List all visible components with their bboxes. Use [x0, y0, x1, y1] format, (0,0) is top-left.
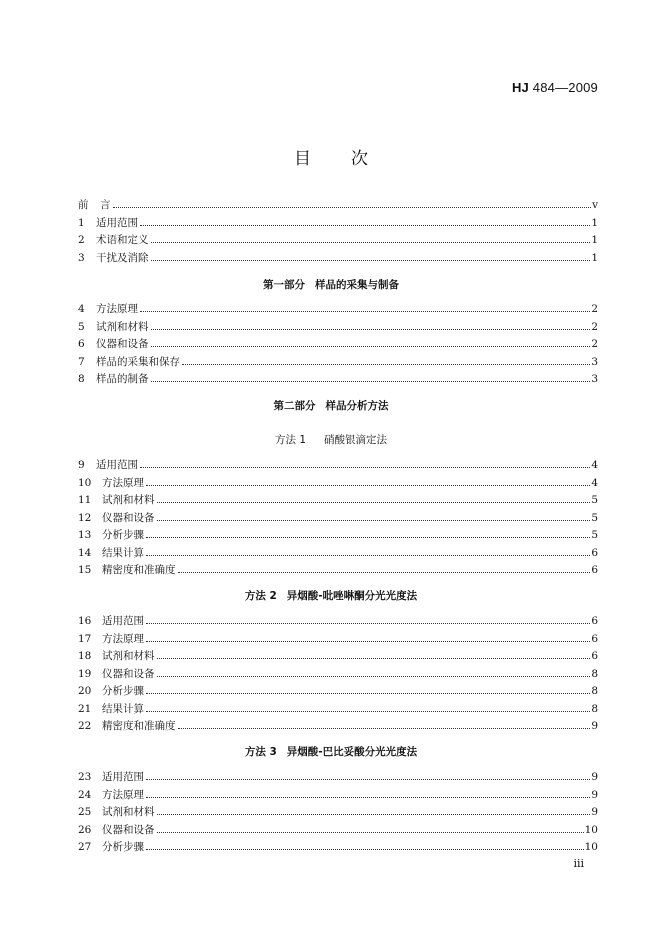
toc-entry-page: 6 [591, 650, 598, 662]
part-2-title: 样品分析方法 [325, 400, 389, 412]
toc-entry-number: 23 [78, 771, 92, 783]
toc-entry[interactable] [78, 527, 598, 545]
toc-entry-page: v [592, 199, 598, 211]
toc-entry[interactable] [78, 371, 598, 389]
toc-leader-dots [151, 381, 591, 382]
toc-entry-label: 适用范围 [102, 771, 144, 783]
toc-entry-number: 9 [78, 459, 85, 471]
toc-entry[interactable] [78, 718, 598, 736]
toc-leader-dots [157, 520, 591, 521]
toc-entry-number: 27 [78, 841, 92, 853]
toc-entry-page: 5 [591, 529, 598, 541]
toc-entry-page: 9 [591, 720, 598, 732]
method-2-heading [0, 588, 662, 603]
toc-leader-dots [178, 572, 591, 573]
toc-entry[interactable] [78, 769, 598, 787]
method-1-number: 方法 1 [274, 434, 307, 446]
toc-entry-page: 6 [591, 632, 598, 645]
standard-code [512, 80, 598, 95]
toc-leader-dots [146, 711, 590, 712]
toc-entry-label: 术语和定义 [96, 234, 149, 246]
toc-entry-page: 8 [591, 702, 598, 715]
method-3-heading [0, 744, 662, 759]
part-1-heading [0, 277, 662, 292]
toc-entry[interactable] [78, 648, 598, 666]
toc-entry-label: 仪器和设备 [102, 667, 155, 680]
toc-entry[interactable] [78, 215, 598, 233]
toc-entry-page: 4 [591, 476, 598, 489]
toc-leader-dots [140, 467, 590, 468]
method-2-number: 方法 2 [244, 590, 277, 602]
toc-entry-page: 3 [591, 355, 598, 368]
toc-entry-number: 19 [78, 667, 92, 680]
toc-leader-dots [140, 311, 590, 312]
toc-entry[interactable] [78, 787, 598, 805]
toc-entry[interactable] [78, 457, 598, 475]
toc-entry[interactable] [78, 336, 598, 354]
toc-entry-number: 10 [78, 476, 92, 489]
part-2-heading [0, 398, 662, 413]
toc-entry-page: 9 [591, 771, 598, 783]
toc-entry-label: 干扰及消除 [96, 251, 149, 264]
toc-entry-page: 2 [591, 303, 598, 315]
toc-entry-label: 言 [100, 199, 111, 211]
toc-entry-number: 21 [78, 702, 92, 715]
toc-leader-dots [146, 693, 590, 694]
toc-entry[interactable] [78, 492, 598, 510]
toc-entry-page: 5 [591, 494, 598, 506]
toc-entry-label: 精密度和准确度 [102, 720, 176, 732]
toc-entry[interactable] [78, 666, 598, 684]
toc-entry-label: 分析步骤 [102, 841, 144, 853]
toc-leader-dots [157, 832, 584, 833]
toc-entry[interactable] [78, 683, 598, 701]
toc-entry-page: 8 [591, 685, 598, 697]
toc-entry-page: 6 [591, 546, 598, 559]
toc-entry-number: 16 [78, 615, 92, 627]
toc-entry-label: 方法原理 [102, 632, 144, 645]
toc-title-char-1: 目 [294, 149, 311, 169]
toc-entry-number: 7 [78, 355, 85, 368]
toc-entry-number: 4 [78, 303, 85, 315]
toc-entry-page: 6 [591, 564, 598, 576]
toc-entry[interactable] [78, 545, 598, 563]
toc-leader-dots [151, 346, 591, 347]
method-1-title: 硝酸银滴定法 [324, 434, 388, 446]
toc-entry-number: 15 [78, 564, 92, 576]
toc-entry[interactable] [78, 510, 598, 528]
toc-entry-page: 9 [591, 806, 598, 818]
toc-leader-dots [157, 676, 591, 677]
toc-entry[interactable] [78, 839, 598, 857]
toc-leader-dots [151, 329, 591, 330]
toc-leader-dots [113, 207, 592, 208]
toc-leader-dots [140, 225, 590, 226]
toc-entry[interactable] [78, 631, 598, 649]
part-2-number: 第二部分 [273, 400, 316, 412]
toc-entry-label: 适用范围 [96, 459, 138, 471]
toc-entry-number: 13 [78, 529, 92, 541]
method-3-title: 异烟酸-巴比妥酸分光光度法 [286, 746, 418, 758]
toc-leader-dots [146, 641, 590, 642]
toc-entry-number: 2 [78, 234, 85, 246]
toc-entry[interactable] [78, 822, 598, 840]
toc-entry[interactable] [78, 319, 598, 337]
toc-entry-label: 试剂和材料 [102, 806, 155, 818]
toc-entry-page: 2 [591, 320, 598, 333]
toc-entry[interactable] [78, 475, 598, 493]
toc-entry-page: 5 [591, 511, 598, 524]
toc-entry-number: 22 [78, 720, 92, 732]
standard-code-number: 484—2009 [532, 80, 598, 95]
toc-entry-page: 1 [591, 234, 598, 246]
page-number: iii [573, 857, 584, 870]
toc-entry-page: 8 [591, 667, 598, 680]
toc-entry-page: 10 [584, 841, 598, 853]
toc-leader-dots [157, 502, 591, 503]
toc-entry[interactable] [78, 301, 598, 319]
toc-entry-number: 12 [78, 511, 92, 524]
toc-entry-label: 方法原理 [96, 303, 138, 315]
toc-entry[interactable] [78, 562, 598, 580]
toc-entry-label: 试剂和材料 [102, 650, 155, 662]
method-3-number: 方法 3 [244, 746, 277, 758]
part-1-title: 样品的采集与制备 [315, 279, 399, 291]
toc-entry-label: 精密度和准确度 [102, 564, 176, 576]
toc-leader-dots [151, 260, 591, 261]
toc-entry[interactable] [78, 250, 598, 268]
toc-leader-dots [146, 555, 590, 556]
toc-group-part-1 [78, 301, 598, 389]
toc-entry-page: 1 [591, 251, 598, 264]
toc-leader-dots [146, 779, 590, 780]
method-1-heading [0, 432, 662, 447]
toc-entry-number: 18 [78, 650, 92, 662]
toc-entry-label: 样品的采集和保存 [96, 355, 180, 368]
toc-entry[interactable] [78, 232, 598, 250]
toc-entry-page: 4 [591, 459, 598, 471]
toc-entry-number: 8 [78, 373, 85, 385]
toc-group-method-3 [78, 769, 598, 857]
toc-entry[interactable] [78, 613, 598, 631]
toc-leader-dots [178, 728, 591, 729]
toc-entry-page: 1 [591, 216, 598, 229]
toc-group-intro [78, 197, 598, 267]
toc-leader-dots [146, 797, 590, 798]
toc-entry-label: 试剂和材料 [96, 320, 149, 333]
toc-entry-number: 25 [78, 806, 92, 818]
standard-code-prefix: HJ [511, 80, 529, 95]
toc-entry-label: 仪器和设备 [102, 823, 155, 836]
toc-entry-number: 26 [78, 823, 92, 836]
toc-entry-number: 6 [78, 338, 85, 350]
toc-leader-dots [146, 485, 590, 486]
toc-entry-number: 5 [78, 320, 85, 333]
toc-leader-dots [151, 242, 591, 243]
toc-entry-label: 试剂和材料 [102, 494, 155, 506]
toc-leader-dots [146, 623, 590, 624]
toc-entry-label: 分析步骤 [102, 685, 144, 697]
toc-entry[interactable] [78, 197, 598, 215]
toc-entry-label: 样品的制备 [96, 373, 149, 385]
toc-entry-page: 6 [591, 615, 598, 627]
toc-group-method-2 [78, 613, 598, 736]
toc-group-method-1 [78, 457, 598, 580]
toc-entry-label: 结果计算 [102, 546, 144, 559]
toc-entry-number: 前 [78, 199, 89, 211]
toc-entry-number: 1 [78, 216, 85, 229]
toc-entry-page: 3 [591, 373, 598, 385]
toc-entry-page: 9 [591, 788, 598, 801]
toc-leader-dots [182, 364, 590, 365]
toc-entry-label: 方法原理 [102, 476, 144, 489]
toc-leader-dots [157, 658, 591, 659]
toc-entry-label: 适用范围 [102, 615, 144, 627]
toc-entry-page: 10 [584, 823, 598, 836]
method-2-title: 异烟酸-吡唑啉酮分光光度法 [286, 590, 418, 602]
toc-entry[interactable] [78, 804, 598, 822]
toc-entry-number: 14 [78, 546, 92, 559]
part-1-number: 第一部分 [263, 279, 305, 291]
toc-entry-number: 3 [78, 251, 85, 264]
toc-entry-number: 20 [78, 685, 92, 697]
toc-entry-label: 结果计算 [102, 702, 144, 715]
toc-entry-label: 分析步骤 [102, 529, 144, 541]
toc-entry-page: 2 [591, 338, 598, 350]
toc-entry[interactable] [78, 701, 598, 719]
toc-entry-label: 适用范围 [96, 216, 138, 229]
toc-leader-dots [157, 814, 591, 815]
toc-entry-number: 17 [78, 632, 92, 645]
toc-title [0, 144, 662, 169]
toc-entry-number: 11 [78, 494, 92, 506]
toc-leader-dots [146, 849, 584, 850]
toc-entry-label: 仪器和设备 [96, 338, 149, 350]
toc-entry[interactable] [78, 354, 598, 372]
toc-entry-label: 方法原理 [102, 788, 144, 801]
toc-title-char-2: 次 [351, 149, 368, 169]
toc-entry-number: 24 [78, 788, 92, 801]
toc-leader-dots [146, 537, 590, 538]
toc-entry-label: 仪器和设备 [102, 511, 155, 524]
